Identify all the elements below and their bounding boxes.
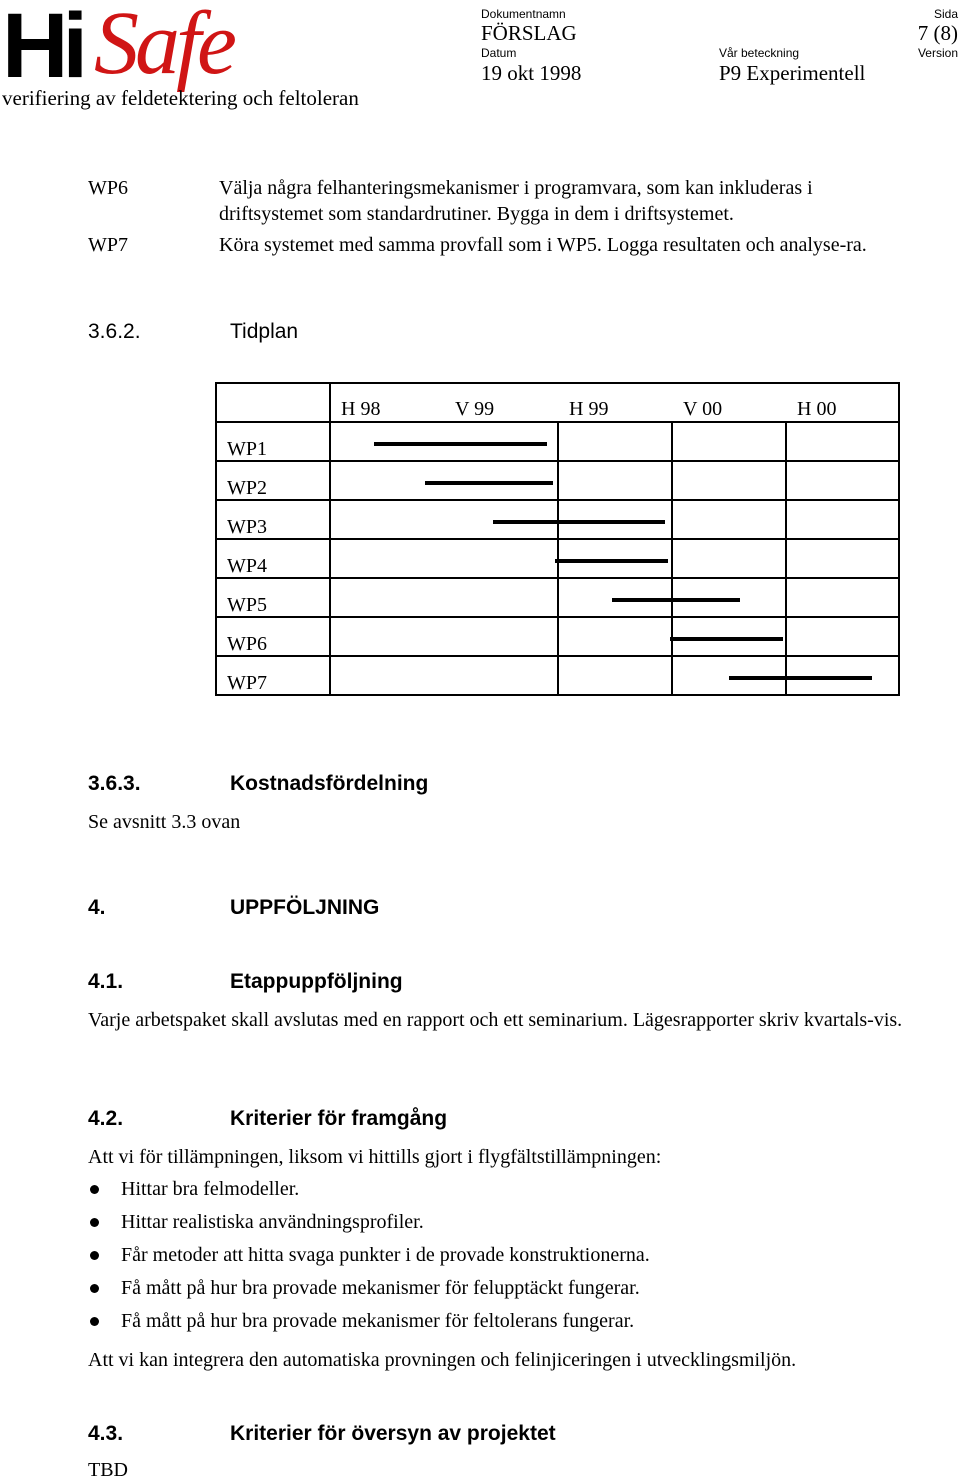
gantt-bar-wp7: [729, 676, 872, 680]
logo-hi: Hi: [2, 0, 82, 97]
gantt-row-label: WP2: [227, 477, 267, 499]
list-item-text: Hittar bra felmodeller.: [121, 1178, 300, 1200]
section-text: TBD: [88, 1459, 128, 1481]
gantt-bar-wp3: [493, 520, 665, 524]
bullet-icon: [90, 1317, 99, 1326]
section-title: Kostnadsfördelning: [230, 772, 429, 795]
list-item: [88, 1206, 938, 1239]
wp7-text: Köra systemet med samma provfall som i WP5. Logga resultaten och analyse-ra.: [219, 234, 867, 256]
gantt-column-header: V 99: [455, 398, 495, 420]
gantt-row-label: WP4: [227, 555, 267, 577]
section-title: Kriterier för översyn av projektet: [230, 1422, 556, 1445]
gantt-column-header: H 98: [341, 398, 381, 420]
list-item: [88, 1173, 938, 1206]
section-title: Kriterier för framgång: [230, 1107, 448, 1130]
page-number: 7 (8): [917, 21, 958, 45]
doc-name-label: Dokumentnamn: [481, 7, 566, 21]
logo-safe: Safe: [94, 0, 233, 93]
section-number: 4.2.: [88, 1107, 124, 1130]
gantt-row-label: WP6: [227, 633, 267, 655]
gantt-column-header: H 00: [797, 398, 837, 420]
gantt-bar-wp5: [612, 598, 740, 602]
section-number: 4.1.: [88, 970, 124, 993]
doc-name: FÖRSLAG: [481, 21, 577, 45]
section-outro: Att vi kan integrera den automatiska provningen och felinjiceringen i utvecklingsmiljön.: [88, 1349, 797, 1371]
column-divider: [557, 421, 559, 694]
version-label: Version: [917, 46, 958, 60]
column-divider: [671, 421, 673, 694]
date-label: Datum: [481, 46, 517, 60]
section-intro: Att vi för tillämpningen, liksom vi hittills gjort i flygfältstillämpningen:: [88, 1146, 662, 1168]
section-title: Tidplan: [230, 320, 299, 343]
gantt-bar-wp6: [670, 637, 784, 641]
bullet-icon: [90, 1218, 99, 1227]
gantt-column-header: H 99: [569, 398, 609, 420]
gantt-row-label: WP5: [227, 594, 267, 616]
bullet-icon: [90, 1185, 99, 1194]
bullet-icon: [90, 1284, 99, 1293]
column-divider: [785, 421, 787, 694]
list-item: [88, 1305, 938, 1338]
ref-label: Vår beteckning: [719, 46, 800, 60]
list-item: [88, 1272, 938, 1305]
gantt-bar-wp4: [555, 559, 669, 563]
criteria-list: [88, 1173, 938, 1338]
gantt-row-label: WP1: [227, 438, 267, 460]
list-item-text: Få mått på hur bra provade mekanismer för feltolerans fungerar.: [121, 1310, 635, 1332]
gantt-bar-wp1: [374, 442, 547, 446]
section-title: UPPFÖLJNING: [230, 896, 380, 919]
list-item-text: Hittar realistiska användningsprofiler.: [121, 1211, 424, 1233]
section-text: Varje arbetspaket skall avslutas med en rapport och ett seminarium. Lägesrapporter skriv kvartals-vis.: [88, 1009, 903, 1031]
date: 19 okt 1998: [481, 61, 582, 85]
section-number: 3.6.2.: [88, 320, 141, 343]
gantt-row-label: WP3: [227, 516, 267, 538]
gantt-row-label: WP7: [227, 672, 267, 694]
list-item-text: Får metoder att hitta svaga punkter i de provade konstruktionerna.: [121, 1244, 650, 1266]
list-item: [88, 1239, 938, 1272]
wp6-text: Välja några felhanteringsmekanismer i programvara, som kan inkluderas i driftsystemet som standardrutiner. Bygga in dem i driftsystemet.: [219, 177, 813, 225]
list-item-text: Få mått på hur bra provade mekanismer för felupptäckt fungerar.: [121, 1277, 640, 1299]
bullet-icon: [90, 1251, 99, 1260]
section-title: Etappuppföljning: [230, 970, 403, 993]
ref: P9 Experimentell: [719, 61, 866, 85]
gantt-chart: [215, 382, 900, 696]
gantt-bar-wp2: [425, 481, 552, 485]
gantt-column-header: V 00: [683, 398, 723, 420]
logo-subtitle: verifiering av feldetektering och feltoleran: [2, 86, 359, 110]
section-number: 4.: [88, 896, 106, 919]
section-number: 3.6.3.: [88, 772, 141, 795]
wp7-id: WP7: [88, 234, 128, 256]
section-text: Se avsnitt 3.3 ovan: [88, 811, 241, 833]
page-label: Sida: [933, 7, 958, 21]
wp6-id: WP6: [88, 177, 128, 199]
section-number: 4.3.: [88, 1422, 124, 1445]
